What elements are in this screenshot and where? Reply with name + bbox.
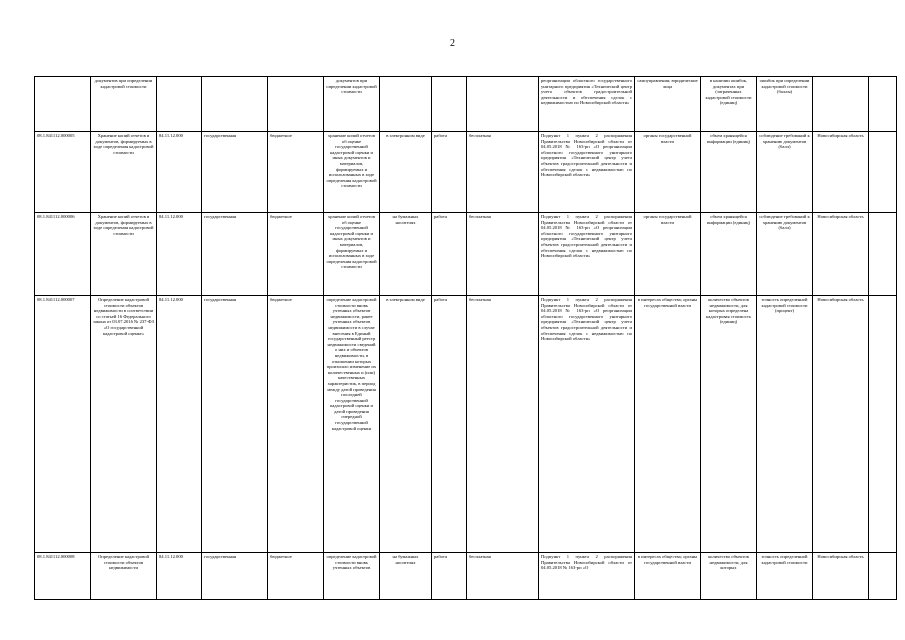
cell-type: бюджетное xyxy=(268,296,324,553)
cell-category: государственная xyxy=(202,213,268,296)
cell-okved: 84.11.12.000 xyxy=(157,213,202,296)
cell-quality: соблюдение требований к хранению документов (балл) xyxy=(757,132,813,213)
cell-name: Определение кадастровой стоимости объектов недвижимости в соответствии со статьей 16 Федерального закона от 03.07.2016 № 237-ФЗ «О государственной кадастровой оценке» xyxy=(91,296,157,553)
cell-kind: работа xyxy=(432,132,467,213)
cell-type: бюджетное xyxy=(268,553,324,600)
table-row xyxy=(35,132,897,213)
cell-name: Хранение копий отчетов и документов, формируемых в ходе определения кадастровой стоимости xyxy=(91,132,157,213)
cell-empty xyxy=(869,553,897,600)
cell-okved xyxy=(157,77,202,132)
cell-territory: Новосибирская область xyxy=(813,132,869,213)
cell-payment xyxy=(467,77,539,132)
table-row xyxy=(35,213,897,296)
cell-territory: Новосибирская область xyxy=(813,296,869,553)
cell-content: определение кадастровой стоимости вновь учтенных объектов xyxy=(324,553,380,600)
services-register-table xyxy=(34,76,897,600)
cell-basis: Подпункт 1 пункта 2 распоряжения Правительства Новосибирской области от 04.05.2018 № 163-рп «О реорганизации областного государственного унитарного предприятия «Технический центр учета объектов градостроительной деятельности и обеспечения сделок с недвижимостью по Новосибирской области» xyxy=(539,213,635,296)
cell-basis: Подпункт 1 пункта 2 распоряжения Правительства Новосибирской области от 04.05.2018 № 163-рп «О реорганизации областного государственного унитарного предприятия «Технический центр учета объектов градостроительной деятельности и обеспечения сделок с недвижимостью по Новосибирской области» xyxy=(539,296,635,553)
cell-consumers: органы государственной власти xyxy=(635,213,701,296)
cell-quality: ошибок при определении кадастровой стоимости (баллы) xyxy=(757,77,813,132)
cell-quality: точность определенной кадастровой стоимости (процент) xyxy=(757,296,813,553)
cell-code xyxy=(35,77,91,132)
page-number: 2 xyxy=(450,38,455,49)
cell-empty xyxy=(869,77,897,132)
cell-payment: бесплатная xyxy=(467,553,539,600)
cell-kind: работа xyxy=(432,213,467,296)
cell-name: Определение кадастровой стоимости объектов недвижимости xyxy=(91,553,157,600)
cell-consumers: в интересах общества; органы государственной власти xyxy=(635,553,701,600)
cell-type: бюджетное xyxy=(268,132,324,213)
cell-consumers: органы государственной власти xyxy=(635,132,701,213)
cell-category: государственная xyxy=(202,296,268,553)
cell-code: 08.1.841112.000007 xyxy=(35,296,91,553)
cell-code: 08.1.841112.000005 xyxy=(35,132,91,213)
cell-code: 08.1.841112.000008 xyxy=(35,553,91,600)
cell-empty xyxy=(869,132,897,213)
cell-form xyxy=(380,77,432,132)
cell-content: определение кадастровой стоимости вновь учтенных объектов недвижимости, ранее учтенных объектов недвижимости в случае внесения в Единый государственный реестр недвижимости сведений о них и объектов недвижимости, в отношении которых произошло изменение их количественных и (или) качественных характеристик, в период между датой проведения последней государственной кадастровой оценки и датой проведения очередной государственной кадастровой оценки xyxy=(324,296,380,553)
cell-code: 08.1.841112.000006 xyxy=(35,213,91,296)
cell-consumers: самоуправления; юридические лица xyxy=(635,77,701,132)
cell-okved: 84.11.12.000 xyxy=(157,296,202,553)
cell-content: хранение копий отчетов об оценке государственной кадастровой оценки и иных документов и материалов, формируемых и использованных в ходе определения кадастровой стоимости xyxy=(324,213,380,296)
cell-payment: бесплатная xyxy=(467,132,539,213)
cell-volume: объем хранящейся информации (единиц) xyxy=(701,132,757,213)
cell-territory: Новосибирская область xyxy=(813,213,869,296)
cell-volume: объем хранящейся информации (единиц) xyxy=(701,213,757,296)
cell-basis: Подпункт 1 пункта 2 распоряжения Правительства Новосибирской области от 04.05.2018 № 163-рп «О реорганизации областного государственного унитарного предприятия «Технический центр учета объектов градостроительной деятельности и обеспечения сделок с недвижимостью по Новосибирской области» xyxy=(539,132,635,213)
cell-category: государственная xyxy=(202,132,268,213)
cell-payment: бесплатная xyxy=(467,213,539,296)
cell-category xyxy=(202,77,268,132)
cell-territory xyxy=(813,77,869,132)
cell-form: в электронном виде xyxy=(380,296,432,553)
table-row xyxy=(35,77,897,132)
table-row xyxy=(35,296,897,553)
cell-form: на бумажных носителях xyxy=(380,553,432,600)
cell-volume: количество объектов недвижимости, для которых xyxy=(701,553,757,600)
cell-empty xyxy=(869,213,897,296)
cell-consumers: в интересах общества; органы государственной власти xyxy=(635,296,701,553)
cell-volume: количество объектов недвижимости, для которых определена кадастровая стоимость (единиц) xyxy=(701,296,757,553)
cell-basis: Подпункт 1 пункта 2 распоряжения Правительства Новосибирской области от 04.05.2018 № 163-рп «О xyxy=(539,553,635,600)
cell-okved: 84.11.12.000 xyxy=(157,132,202,213)
cell-type xyxy=(268,77,324,132)
cell-basis: реорганизации областного государственного унитарного предприятия «Технический центр учета объектов градостроительной деятельности и обеспечения сделок с недвижимостью по Новосибирской области» xyxy=(539,77,635,132)
cell-form: на бумажных носителях xyxy=(380,213,432,296)
cell-territory: Новосибирская область xyxy=(813,553,869,600)
cell-payment: бесплатная xyxy=(467,296,539,553)
cell-quality: соблюдение требований к хранению документов (балл) xyxy=(757,213,813,296)
cell-category: государственная xyxy=(202,553,268,600)
cell-kind: работа xyxy=(432,296,467,553)
cell-form: в электронном виде xyxy=(380,132,432,213)
cell-empty xyxy=(869,296,897,553)
cell-volume: в наличии ошибок, документах при (затраченных кадастровой стоимости (единиц) xyxy=(701,77,757,132)
cell-content: хранение копий отчетов об оценке государственной кадастровой оценки и иных документов и материалов, формируемых и использованных в ходе определения кадастровой стоимости xyxy=(324,132,380,213)
cell-okved: 84.11.12.000 xyxy=(157,553,202,600)
cell-kind xyxy=(432,77,467,132)
table-row xyxy=(35,553,897,600)
cell-content: документов при определении кадастровой стоимости xyxy=(324,77,380,132)
cell-name: Хранение копий отчетов и документов, формируемых в ходе определения кадастровой стоимости xyxy=(91,213,157,296)
cell-kind: работа xyxy=(432,553,467,600)
cell-name: документов при определении кадастровой стоимости xyxy=(91,77,157,132)
cell-type: бюджетное xyxy=(268,213,324,296)
cell-quality: точность определенной кадастровой стоимости xyxy=(757,553,813,600)
